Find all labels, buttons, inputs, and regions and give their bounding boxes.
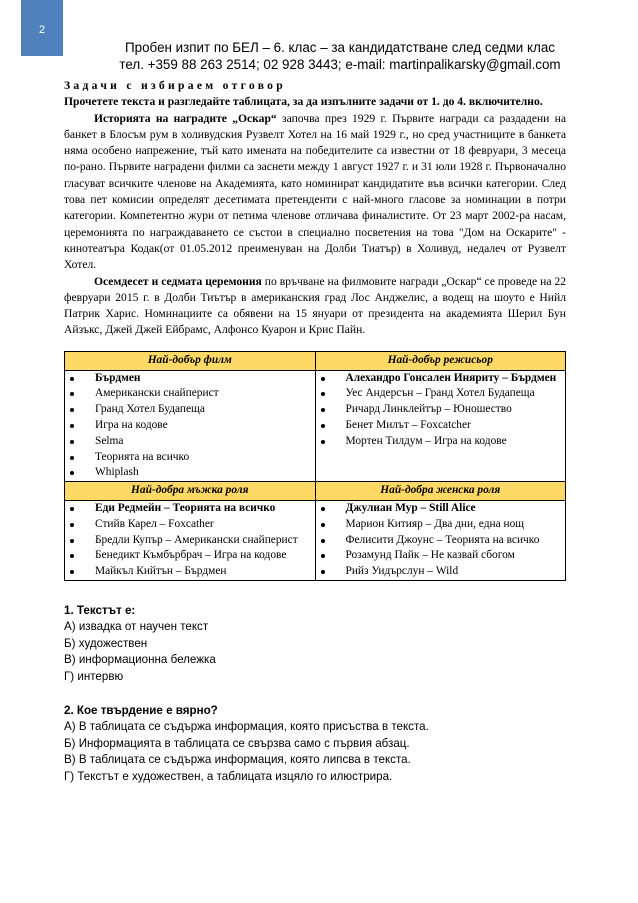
paragraph-2-lead: Осемдесет и седмата церемония (94, 274, 262, 288)
nominee-winner: Алехандро Гонсален Иняриту – Бърдмен (318, 371, 564, 387)
nominee: Розамунд Пайк – Не казвай сбогом (318, 548, 564, 564)
question-1-option-d: Г) интервю (64, 669, 124, 683)
nominee: Теорията на всичко (67, 450, 313, 466)
nominee: Стийв Карел – Foxcather (67, 517, 313, 533)
paragraph-2-text: по връчване на филмовите награди „Оскар“ се проведе на 22 февруари 2015 г. в Долби Тиътър в американския град Лос Анджелис, а водещ на шоуто е Нийл Патрик Харис. Номинациите са обявени на 15 януари от президента на академията Шерил Бун Айзъкс, Джей Джей Ейбрамс, Алфонсо Куарон и Крис Пайн. (64, 274, 566, 337)
nominee: Бенет Милът – Foxcatcher (318, 418, 564, 434)
question-2-title: 2. Кое твърдение е вярно? (64, 703, 218, 717)
question-2-option-b: Б) Информацията в таблицата се свързва само с първия абзац. (64, 736, 410, 750)
category-header-best-actress: Най-добра женска роля (315, 482, 566, 501)
document-body (64, 78, 566, 785)
paragraph-1-text: започва през 1929 г. Първите награди са раздадени на банкет в Блосъм рум в холивудския Рузвелт Хотел на 16 май 1929 г., но сред участниците в банкета няма особено напрежение, тъй като имената на победителите са известни от 18 февруари, 3 месеца по-рано. Първите наградени филми са заснети между 1 август 1927 г. и 31 юли 1928 г. Първоначално гласуват всичките членове на Академията, като номинират кандидатите във всички категории. След това пет комисии определят десетимата претенденти с най-много гласове за номинации в потри категории. Компетентно жури от петима членове отличава финалистите. От 23 март 2002-ра насам, церемонията по награждаването се състои в специално посветения на това "Дом на Оскарите" - кинотеатъра Кодак(от 01.05.2012 преименуван на Долби Тиатър) в Холивуд, недалеч от Рузвелт Хотел. (64, 111, 566, 272)
nominee: Ричард Линклейтър – Юношество (318, 402, 564, 418)
section-title: Задачи с избираем отговор (64, 79, 287, 92)
question-1-option-b: Б) художествен (64, 636, 148, 650)
category-header-best-director: Най-добър режисьор (315, 351, 566, 370)
nominee: Майкъл Кийтън – Бърдмен (67, 564, 313, 580)
nominee: Рийз Уидърслун – Wild (318, 564, 564, 580)
paragraph-1-lead: Историята на наградите „Оскар“ (94, 111, 277, 125)
nominee: Американски снайперист (67, 386, 313, 402)
nominee: Гранд Хотел Будапеща (67, 402, 313, 418)
question-1-option-a: А) извадка от научен текст (64, 620, 209, 634)
question-1-option-c: В) информационна бележка (64, 653, 216, 667)
question-2-option-d: Г) Текстът е художествен, а таблицата изцяло го илюстрира. (64, 769, 393, 783)
instruction: Прочетете текста и разгледайте таблицата, за да изпълните задачи от 1. до 4. включително. (64, 95, 543, 109)
best-actress-nominees (315, 500, 566, 580)
question-2 (64, 703, 566, 785)
paragraph-1 (64, 111, 566, 274)
nominee: Бенедикт Къмбърбрач – Игра на кодове (67, 548, 313, 564)
question-1-title: 1. Текстът е: (64, 603, 136, 617)
oscar-nominations-table (64, 351, 566, 581)
best-actor-nominees (65, 500, 316, 580)
page-number-tab (21, 0, 63, 56)
header-line-2: тел. +359 88 263 2514; 02 928 3443; e-mail: martinpalikarsky@gmail.com (119, 57, 561, 72)
best-director-nominees (315, 370, 566, 482)
nominee: Бредли Купър – Американски снайперист (67, 533, 313, 549)
question-2-option-a: А) В таблицата се съдържа информация, която присъства в текста. (64, 720, 429, 734)
nominee: Уес Андерсън – Гранд Хотел Будапеща (318, 386, 564, 402)
question-1 (64, 603, 566, 685)
paragraph-2 (64, 274, 566, 339)
page-number: 2 (38, 24, 46, 36)
nominee: Фелисити Джоунс – Теорията на всичко (318, 533, 564, 549)
nominee: Мортен Тилдум – Игра на кодове (318, 434, 564, 450)
nominee: Selma (67, 434, 313, 450)
nominee-winner: Бърдмен (67, 371, 313, 387)
header-line-1: Пробен изпит по БЕЛ – 6. клас – за кандидатстване след седми клас (125, 40, 555, 55)
category-header-best-actor: Най-добра мъжка роля (65, 482, 316, 501)
question-2-option-c: В) В таблицата се съдържа информация, която липсва в текста. (64, 753, 411, 767)
nominee-winner: Еди Редмейн – Теорията на всичко (67, 501, 313, 517)
nominee-winner: Джулиан Мур – Still Alice (318, 501, 564, 517)
category-header-best-film: Най-добър филм (65, 351, 316, 370)
nominee: Whiplash (67, 465, 313, 481)
nominee: Игра на кодове (67, 418, 313, 434)
nominee: Марион Китияр – Два дни, една нощ (318, 517, 564, 533)
best-film-nominees (65, 370, 316, 482)
